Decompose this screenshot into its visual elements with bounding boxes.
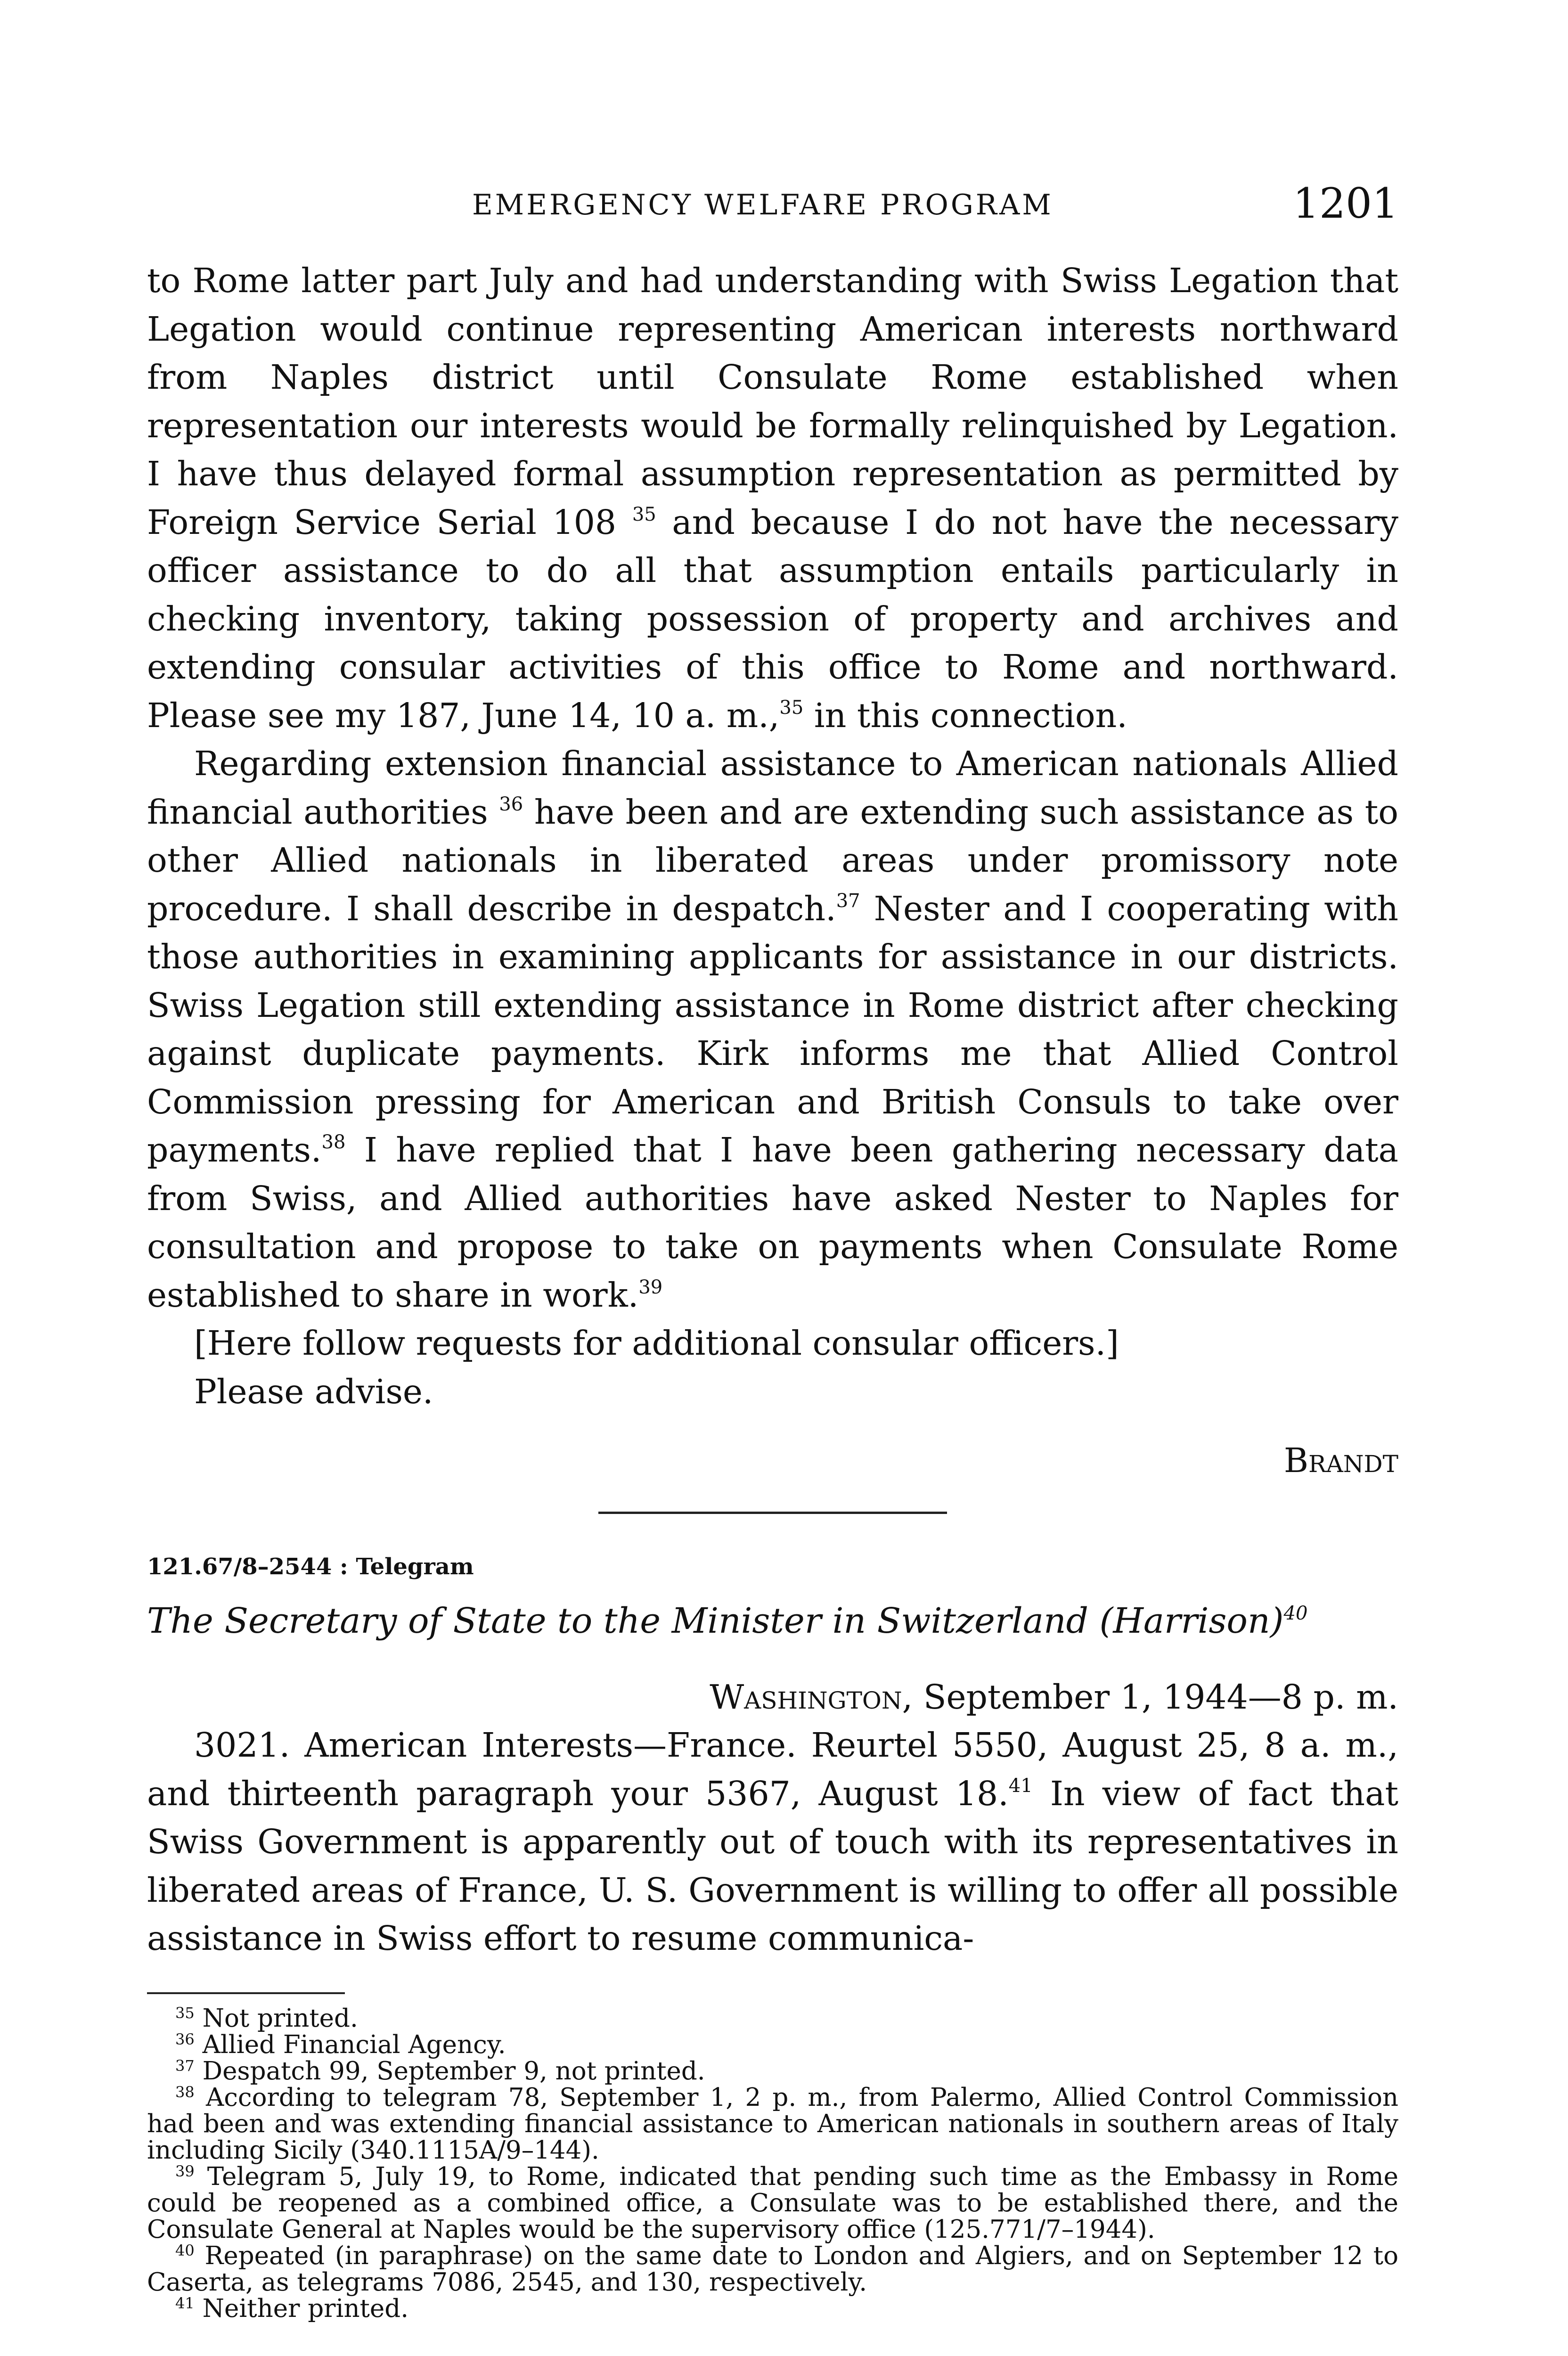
text-run: 3021. American Interests—France. Reurtel 5550, August 25, 8 a. m., and thirteenth paragraph your 5367, August 18.: [147, 1726, 1398, 1813]
paragraph-omission-note: [Here follow requests for additional consular officers.]: [194, 1324, 1119, 1363]
body-text: [147, 257, 1398, 2322]
text-run: to Rome latter part July and had understanding with Swiss Legation that Legation would continue representing American interests northward from Naples district until Consulate Rome established when representation our interests would be formally relinquished by Legation. I have thus delayed formal assumption representation as permitted by Foreign Service Serial 108: [147, 261, 1398, 542]
footnote: [147, 2243, 1398, 2296]
dateline-date: September 1, 1944—8 p. m.: [923, 1677, 1398, 1717]
running-title: EMERGENCY WELFARE PROGRAM: [472, 188, 1054, 221]
paragraph-please-advise: Please advise.: [194, 1372, 433, 1411]
footnote-mark: 40: [175, 2241, 195, 2259]
footnote-ref: 39: [638, 1276, 663, 1298]
footnote-text: According to telegram 78, September 1, 2 p. m., from Palermo, Allied Control Commission had been and was extending financial assistance to American nationals in southern areas of Italy including Sicily (340.1115A/9–144).: [147, 2083, 1398, 2165]
footnote: [147, 2296, 1398, 2322]
dateline-place: Washington,: [710, 1677, 913, 1717]
footnote: [147, 2032, 1398, 2058]
paragraph-continuation: [147, 257, 1398, 740]
section-divider: [598, 1512, 947, 1514]
text-run: in this connection.: [814, 695, 1127, 735]
footnote-ref: 40: [1283, 1602, 1308, 1624]
footnote: [147, 2164, 1398, 2243]
footnote-mark: 37: [175, 2056, 195, 2075]
file-number: 121.67/8–2544 : Telegram: [147, 1553, 474, 1580]
footnote: [147, 2005, 1398, 2032]
page-number: 1201: [1293, 179, 1398, 228]
footnote-ref: 35: [779, 696, 804, 719]
document-title: [147, 1595, 1398, 1647]
footnote-text: Telegram 5, July 19, to Rome, indicated that pending such time as the Embassy in Rome could be reopened as a combined office, a Consulate was to be established there, and the Consulate General at Naples would be the supervisory office (125.771/7–1944).: [147, 2162, 1398, 2244]
footnote: [147, 2058, 1398, 2085]
text-run: Regarding extension financial assistance to American nationals Allied financial authorities: [147, 744, 1398, 832]
footnote-mark: 38: [175, 2083, 195, 2101]
dateline: [147, 1673, 1398, 1722]
running-head: [147, 179, 1398, 231]
footnote-mark: 36: [175, 2030, 195, 2048]
title-text: The Secretary of State to the Minister in Switzerland (Harrison): [147, 1600, 1284, 1641]
paragraph-telegram-body: [147, 1721, 1398, 1963]
footnote-mark: 35: [175, 2004, 195, 2022]
text-run: Nester and I cooperating with those authorities in examining applicants for assistance in our districts. Swiss Legation still extending assistance in Rome district after checking against duplicate payments. Kirk informs me that Allied Control Commission pressing for American and British Consuls to take over payments.: [147, 889, 1398, 1170]
footnote-ref: 38: [321, 1131, 346, 1153]
footnote-mark: 41: [175, 2294, 195, 2312]
paragraph-financial-assistance: [147, 740, 1398, 1319]
footnote-mark: 39: [175, 2162, 195, 2180]
document-page: [147, 0, 1398, 2356]
footnote-text: Allied Financial Agency.: [202, 2030, 506, 2059]
footnote: [147, 2085, 1398, 2164]
text-run: and because I do not have the necessary officer assistance to do all that assumption entails particularly in checking inventory, taking possession of property and archives and extending consular activities of this office to Rome and northward. Please see my 187, June 14, 10 a. m.,: [147, 502, 1399, 735]
footnote-ref: 36: [499, 793, 523, 815]
footnote-text: Repeated (in paraphrase) on the same date to London and Algiers, and on September 12 to Caserta, as telegrams 7086, 2545, and 130, respectively.: [147, 2241, 1398, 2297]
footnote-text: Not printed.: [202, 2004, 358, 2033]
text-run: In view of fact that Swiss Government is apparently out of touch with its representatives in liberated areas of France, U. S. Government is willing to offer all possible assistance in Swiss effort to resume communica-: [147, 1774, 1398, 1958]
footnotes: [147, 2005, 1398, 2322]
text-run: have been and are extending such assistance as to other Allied nationals in liberated areas under promissory note procedure. I shall describe in despatch.: [147, 792, 1399, 928]
footnote-ref: 37: [836, 890, 860, 912]
footnote-text: Neither printed.: [202, 2294, 409, 2323]
footnote-divider: [147, 1992, 345, 1994]
signature: Brandt: [1283, 1441, 1398, 1480]
footnote-ref: 41: [1008, 1775, 1033, 1797]
footnote-text: Despatch 99, September 9, not printed.: [202, 2056, 705, 2086]
text-run: I have replied that I have been gathering necessary data from Swiss, and Allied authorities have asked Nester to Naples for consultation and propose to take on payments when Consulate Rome established to share in work.: [147, 1130, 1398, 1315]
footnote-ref: 35: [632, 503, 656, 525]
